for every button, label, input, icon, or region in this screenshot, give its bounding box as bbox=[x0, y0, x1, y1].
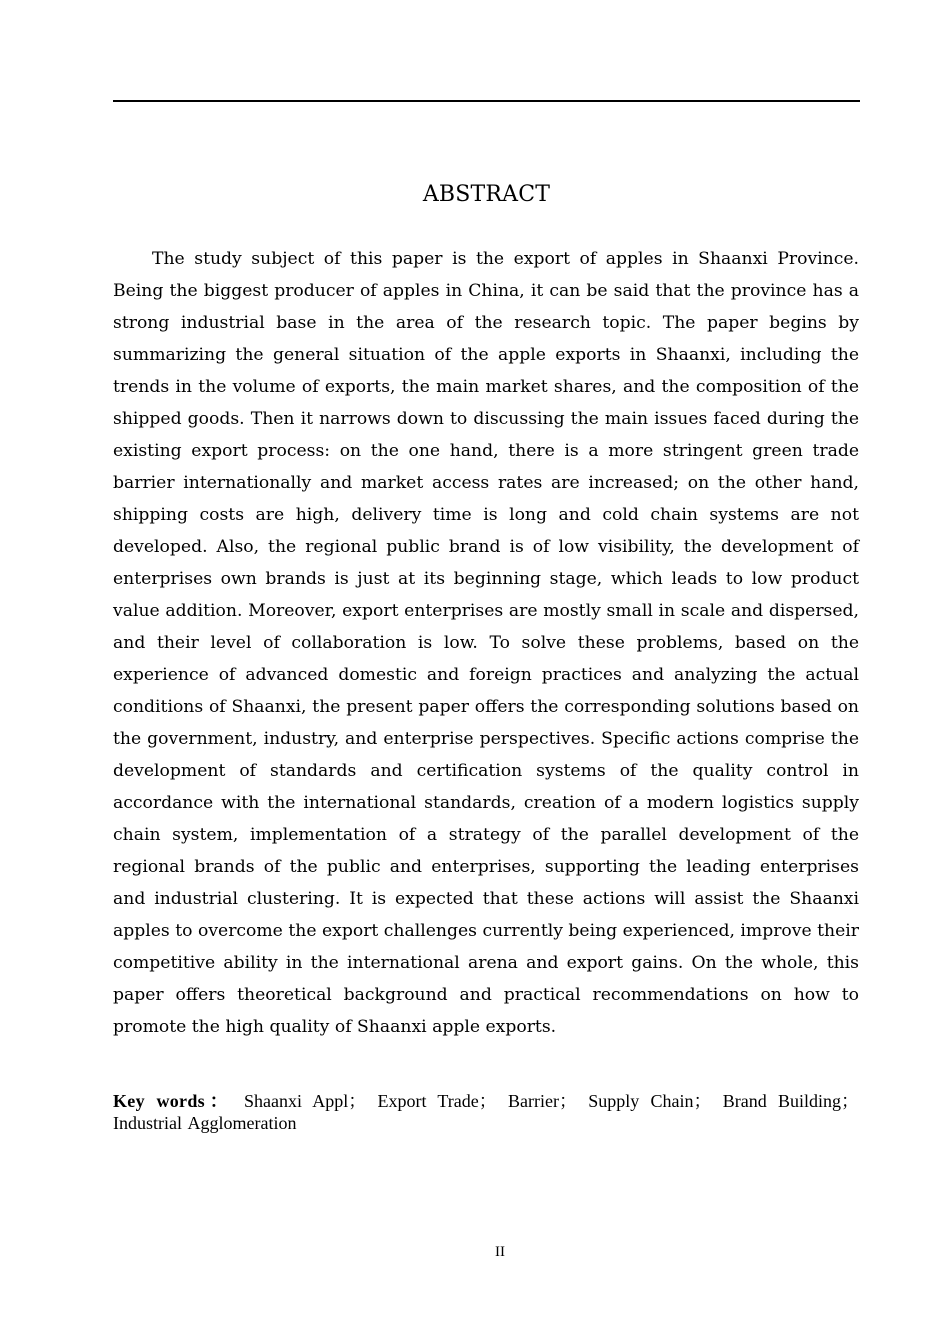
keywords-section bbox=[113, 1090, 859, 1134]
keywords-text: Shaanxi Appl； Export Trade； Barrier； Supply Chain； Brand Building； Industrial Agglomeration bbox=[113, 1091, 859, 1133]
page-title: ABSTRACT bbox=[422, 182, 551, 207]
header-rule bbox=[113, 100, 860, 102]
keywords-label: Key words： bbox=[113, 1091, 233, 1111]
page-number: II bbox=[495, 1244, 505, 1260]
abstract-body: The study subject of this paper is the export of apples in Shaanxi Province. Being the biggest producer of apples in China, it can be said that the province has a strong industrial base in the area of the research topic. The paper begins by summarizing the general situation of the apple exports in Shaanxi, including the trends in the volume of exports, the main market shares, and the composition of the shipped goods. Then it narrows down to discussing the main issues faced during the existing export process: on the one hand, there is a more stringent green trade barrier internationally and market access rates are increased; on the other hand, shipping costs are high, delivery time is long and cold chain systems are not developed. Also, the regional public brand is of low visibility, the development of enterprises own brands is just at its beginning stage, which leads to low product value addition. Moreover, export enterprises are mostly small in scale and dispersed, and their level of collaboration is low. To solve these problems, based on the experience of advanced domestic and foreign practices and analyzing the actual conditions of Shaanxi, the present paper offers the corresponding solutions based on the government, industry, and enterprise perspectives. Specific actions comprise the development of standards and certification systems of the quality control in accordance with the international standards, creation of a modern logistics supply chain system, implementation of a strategy of the parallel development of the regional brands of the public and enterprises, supporting the leading enterprises and industrial clustering. It is expected that these actions will assist the Shaanxi apples to overcome the export challenges currently being experienced, improve their competitive ability in the international arena and export gains. On the whole, this paper offers theoretical background and practical recommendations on how to promote the high quality of Shaanxi apple exports. bbox=[113, 249, 859, 1037]
